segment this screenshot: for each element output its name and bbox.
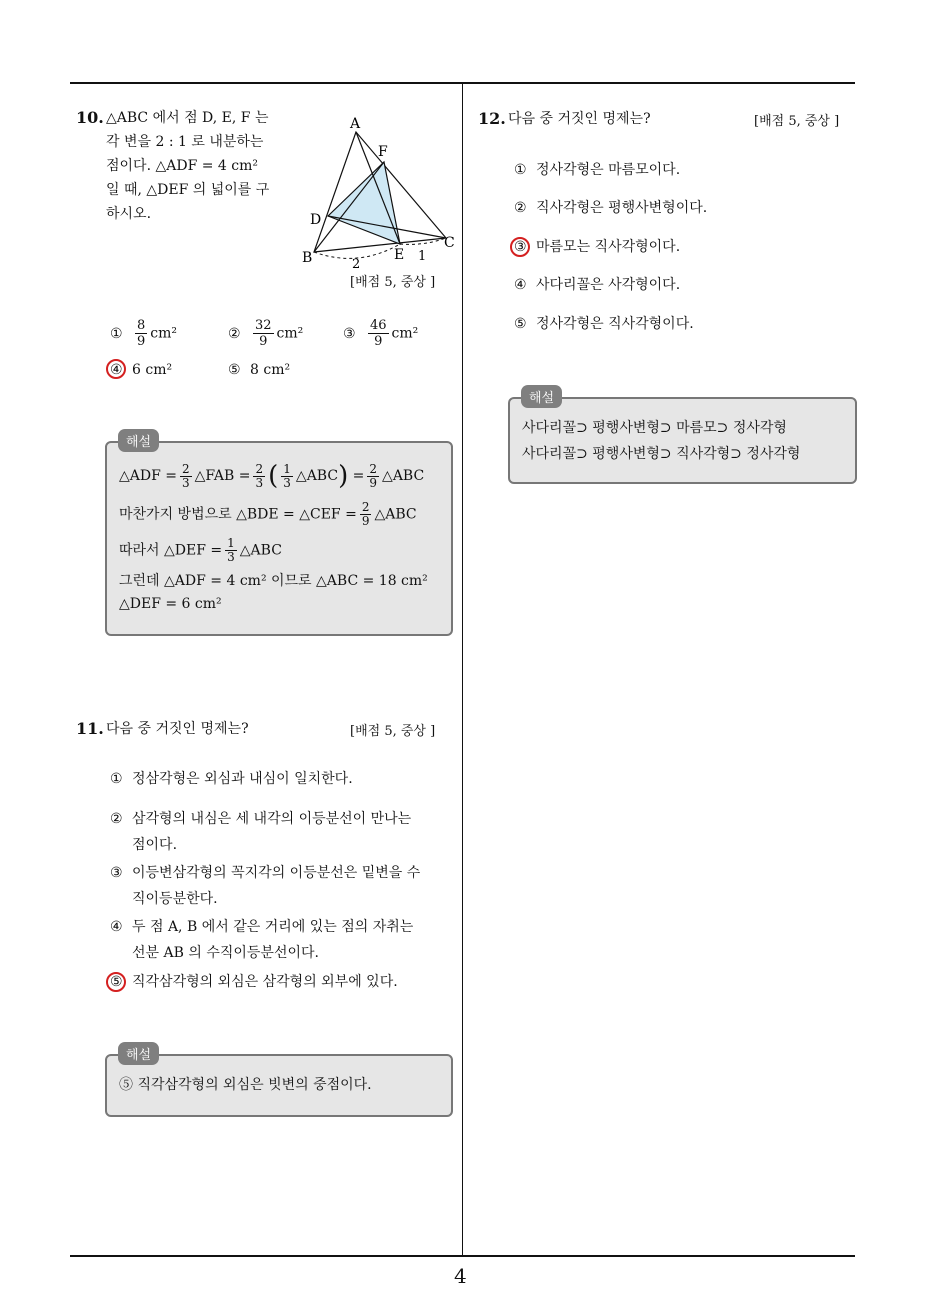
q10-choice-5[interactable]	[228, 359, 290, 381]
q10-text-line: 일 때, △DEF 의 넓이를 구	[106, 182, 270, 198]
choice-text: 마름모는 직사각형이다.	[536, 239, 681, 255]
q10-text-line: △ABC 에서 점 D, E, F 는	[106, 110, 269, 126]
q10-text-line: 하시오.	[106, 206, 152, 222]
explanation-line-3: 따라서 △DEF = $\frac{1}{3}$ △ABC	[119, 536, 282, 564]
q12-choice-5[interactable]	[514, 313, 694, 335]
choice-text: 정삼각형은 외심과 내심이 일치한다.	[132, 771, 353, 787]
explanation-line-1: △ADF = $\frac{2}{3}$ △FAB = $\frac{2}{3}$ ( $\frac{1}{3}$ △ABC) = $\frac{2}{9}$ △ABC	[119, 461, 425, 491]
choice-text: 6 cm²	[132, 362, 173, 378]
choice-text: 정사각형은 직사각형이다.	[536, 316, 694, 332]
choice-text: 두 점 A, B 에서 같은 거리에 있는 점의 자취는	[132, 919, 414, 935]
choice-number: ④	[110, 919, 123, 935]
choice-text: 삼각형의 내심은 세 내각의 이등분선이 만나는	[132, 811, 412, 827]
q10-choice-3[interactable]	[343, 318, 418, 349]
choice-number: ⑤	[228, 362, 241, 378]
q11-explanation-tag: 해설	[118, 1042, 159, 1065]
q11-number: 11.	[76, 719, 104, 738]
choice-number: ③	[343, 325, 356, 342]
q12-choice-4[interactable]	[514, 274, 680, 296]
triangle-def	[328, 162, 400, 244]
choice-number: ④	[110, 362, 123, 378]
q11-score: [배점 5, 중상 ]	[350, 724, 436, 739]
choice-text: 이등변삼각형의 꼭지각의 이등분선은 밑변을 수	[132, 865, 421, 881]
choice-number: ②	[110, 811, 123, 827]
label-c: C	[444, 235, 455, 251]
q10-text-line: 각 변을 2 : 1 로 내분하는	[106, 134, 264, 150]
q11-choice-4[interactable]	[110, 914, 413, 966]
choice-number: ③	[110, 865, 123, 881]
choice-text: 직사각형은 평행사변형이다.	[536, 200, 708, 216]
choice-text: 사다리꼴은 사각형이다.	[536, 277, 681, 293]
answer-mark-circle	[510, 237, 530, 257]
q10-number: 10.	[76, 108, 104, 127]
q10-choice-1[interactable]	[110, 318, 177, 349]
q12-score: [배점 5, 중상 ]	[754, 114, 840, 129]
choice-text: 정사각형은 마름모이다.	[536, 162, 681, 178]
choice-number: ①	[110, 771, 123, 787]
label-b: B	[302, 250, 313, 266]
choice-number: ②	[514, 200, 527, 216]
choice-text: 직각삼각형의 외심은 삼각형의 외부에 있다.	[132, 974, 398, 990]
explanation-line-4: 그런데 △ADF = 4 cm² 이므로 △ABC = 18 cm²	[119, 573, 428, 589]
q11-choice-5[interactable]	[110, 969, 398, 995]
q12-text: 다음 중 거짓인 명제는?	[508, 111, 651, 127]
q10-text-line: 점이다. △ADF = 4 cm²	[106, 158, 259, 174]
label-f: F	[378, 144, 388, 160]
choice-text: 8 cm²	[250, 362, 291, 378]
choice-number: ⑤	[110, 974, 123, 990]
choice-number: ①	[110, 325, 123, 342]
choice-text: 점이다.	[132, 837, 178, 853]
q12-choice-3[interactable]	[514, 236, 680, 258]
unit: cm²	[150, 325, 178, 342]
label-e: E	[394, 247, 405, 263]
q12-choice-1[interactable]	[514, 159, 680, 181]
length-ec: 1	[418, 249, 427, 264]
q11-text: 다음 중 거짓인 명제는?	[106, 721, 249, 737]
fraction: $\frac{46}{9}$	[370, 318, 387, 349]
length-be: 2	[352, 257, 361, 270]
choice-number: ①	[514, 162, 527, 178]
q10-choice-2[interactable]	[228, 318, 303, 349]
q11-choice-2[interactable]	[110, 806, 411, 858]
label-a: A	[350, 116, 361, 132]
choice-text: 직이등분한다.	[132, 891, 218, 907]
q12-explanation-tag: 해설	[521, 385, 562, 408]
label-d: D	[310, 212, 322, 228]
q10-text	[106, 106, 286, 226]
fraction: $\frac{8}{9}$	[137, 318, 146, 349]
explanation-line-2: 마찬가지 방법으로 △BDE = △CEF = $\frac{2}{9}$ △ABC	[119, 500, 417, 528]
explanation-line-5: △DEF = 6 cm²	[119, 596, 222, 612]
explanation-line: ⑤ 직각삼각형의 외심은 빗변의 중점이다.	[119, 1077, 372, 1093]
explanation-line-1: 사다리꼴⊃ 평행사변형⊃ 마름모⊃ 정사각형	[522, 420, 787, 436]
q12-explanation-box	[508, 397, 857, 484]
choice-number: ⑤	[514, 316, 527, 332]
choice-number: ②	[228, 325, 241, 342]
q12-number: 12.	[478, 109, 506, 128]
answer-mark-circle	[106, 359, 126, 379]
q11-choice-3[interactable]	[110, 860, 420, 912]
q10-triangle-figure	[296, 110, 466, 270]
q10-explanation-box	[105, 441, 453, 636]
q12-choice-2[interactable]	[514, 197, 707, 219]
choice-number: ④	[514, 277, 527, 293]
answer-mark-circle	[106, 972, 126, 992]
q11-choice-1[interactable]	[110, 766, 353, 792]
unit: cm²	[276, 325, 304, 342]
explanation-line-2: 사다리꼴⊃ 평행사변형⊃ 직사각형⊃ 정사각형	[522, 446, 801, 462]
choice-number: ③	[514, 239, 527, 255]
page-number: 4	[454, 1264, 467, 1288]
unit: cm²	[391, 325, 419, 342]
choice-text: 선분 AB 의 수직이등분선이다.	[132, 945, 319, 961]
fraction: $\frac{32}{9}$	[255, 318, 272, 349]
q10-explanation-tag: 해설	[118, 429, 159, 452]
q10-score: [배점 5, 중상 ]	[350, 275, 436, 290]
q11-explanation-box	[105, 1054, 453, 1117]
